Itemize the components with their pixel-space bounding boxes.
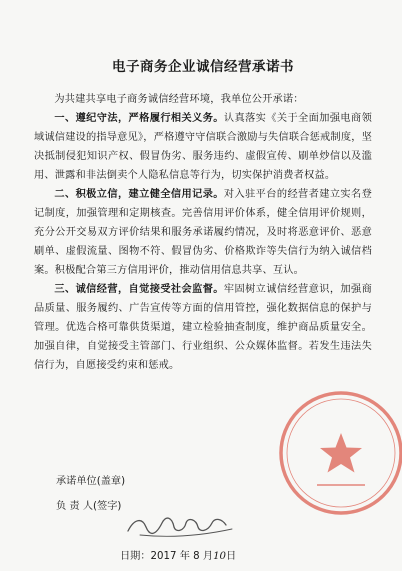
section-1 [34, 109, 372, 185]
intro-paragraph: 为共建共享电子商务诚信经营环境，我单位公开承诺： [54, 94, 304, 105]
signature-stroke [128, 518, 226, 533]
seal-star-icon [320, 433, 362, 473]
section-2-heading: 二、积极立信，建立健全信用记录。 [54, 189, 224, 200]
handwritten-signature [120, 505, 240, 541]
signoff-block [56, 472, 125, 522]
section-2-text: 对入驻平台的经营者建立实名登记制度，加强管理和定期核查。完善信用评价体系，健全信用评价规则，充分公开交易双方评价结果和服务承诺履约情况，及时将恶意评价、恶意刷单、虚假流量、图物不符、假冒伪劣、价格欺诈等失信行为纳入诚信档案。积极配合第三方信用评价，推动信用信息共享、互认。 [34, 189, 372, 276]
unit-label: 承诺单位(盖章) [56, 476, 126, 487]
date-line [120, 547, 236, 562]
signer-label: 负 责 人(签字) [56, 501, 122, 512]
section-3 [34, 280, 372, 375]
seal-inner-ring [287, 399, 395, 507]
section-1-text: 认真落实《关于全面加强电商领域诚信建设的指导意见》，严格遵守守信联合激励与失信联合惩戒制度，坚决抵制侵犯知识产权、假冒伪劣、服务违约、虚假宣传、刷单炒信以及滥用、泄露和非法倒卖个人隐私信息等行为，切实保护消费者权益。 [34, 113, 372, 181]
document-body [34, 90, 372, 375]
date-day: 10 [213, 551, 227, 562]
company-seal-stamp [275, 387, 402, 519]
section-3-heading: 三、诚信经营，自觉接受社会监督。 [54, 284, 224, 295]
section-1-heading: 一、遵纪守法，严格履行相关义务。 [54, 113, 224, 124]
document-title: 电子商务企业诚信经营承诺书 [112, 59, 294, 75]
date-suffix: 日 [226, 551, 237, 562]
section-2 [34, 185, 372, 280]
section-3-text: 牢固树立诚信经营意识，加强商品质量、服务履约、广告宣传等方面的信用管控，强化数据信息的保护与管理。优选合格可靠供货渠道，建立检验抽查制度，维护商品质量安全。加强自律，自觉接受主管部门、行业组织、公众媒体监督。若发生违法失信行为，自愿接受约束和惩戒。 [34, 284, 372, 371]
date-prefix: 日期：2017 年 8 月 [120, 551, 214, 562]
seal-outer-ring [281, 393, 401, 513]
